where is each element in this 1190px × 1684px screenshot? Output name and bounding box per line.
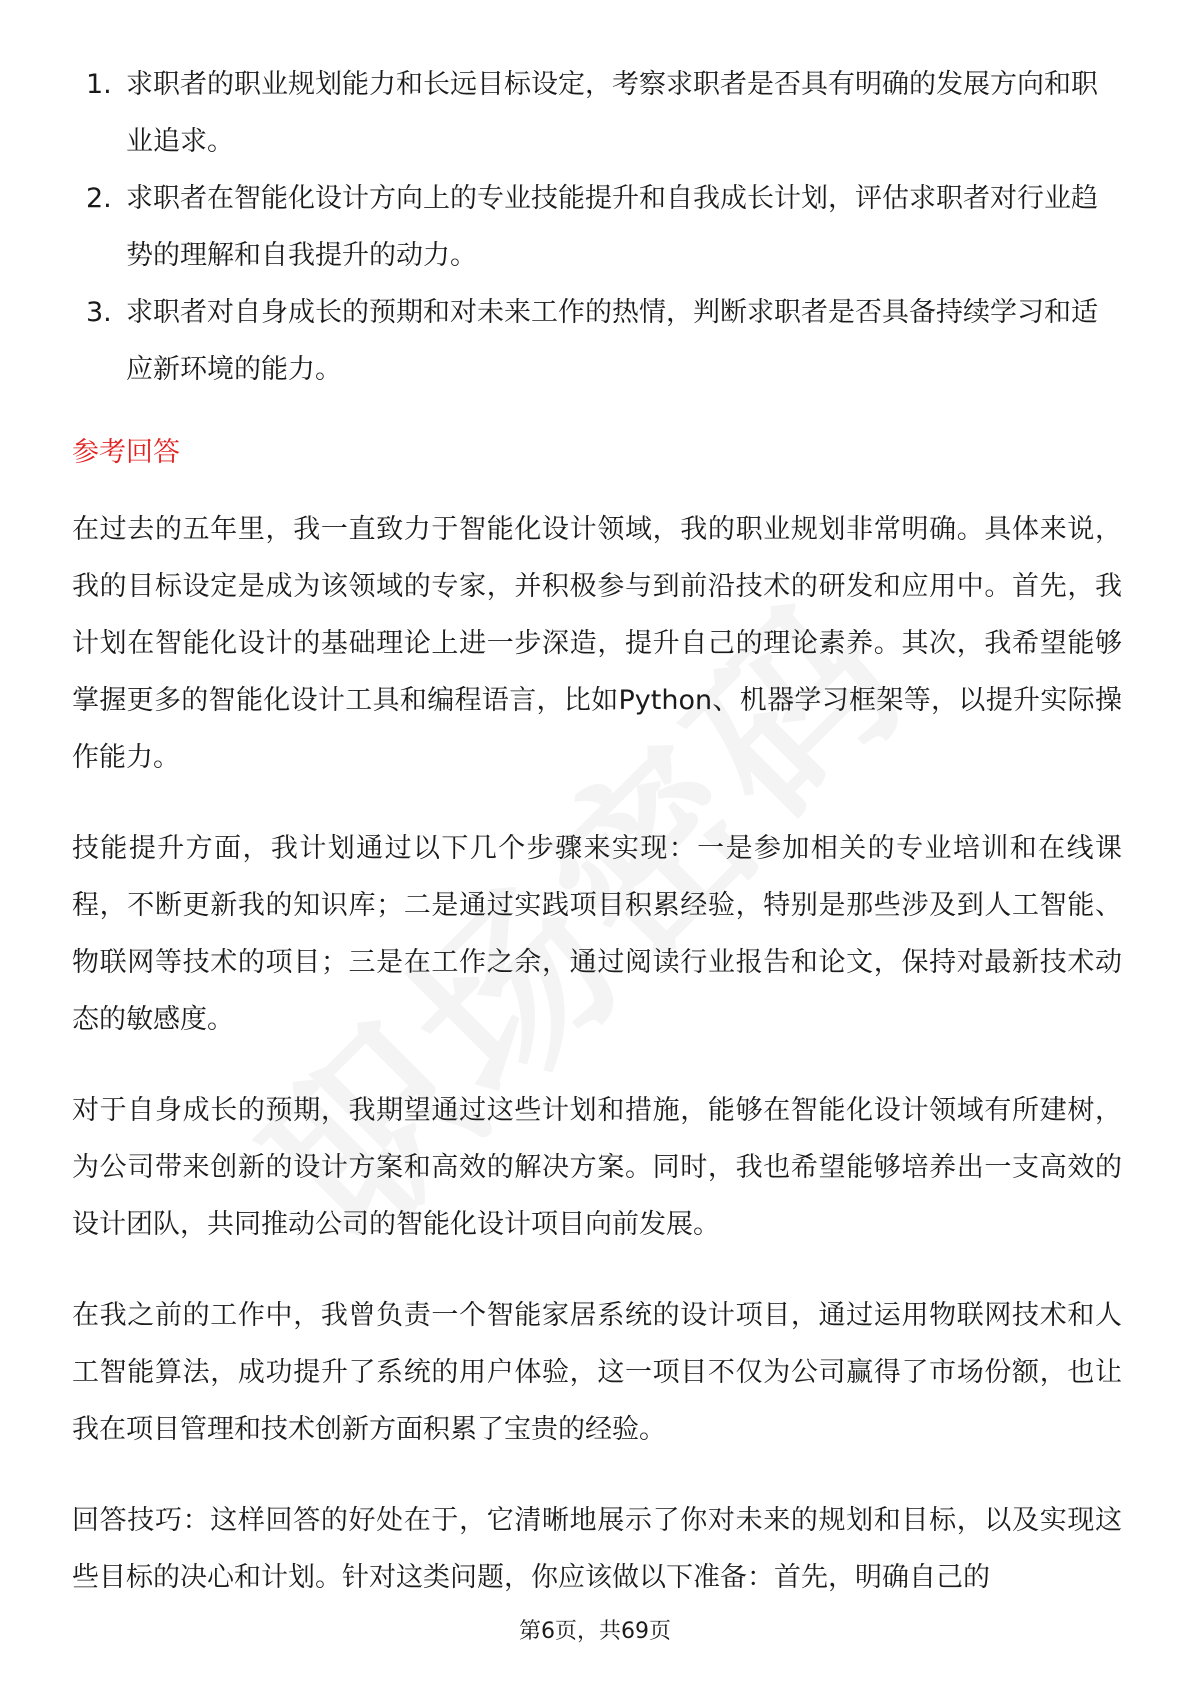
list-item-number: 3.	[86, 297, 112, 328]
list-item-text: 求职者在智能化设计方向上的专业技能提升和自我成长计划，评估求职者对行业趋势的理解和自我提升的动力。	[126, 183, 1098, 271]
paragraph: 回答技巧：这样回答的好处在于，它清晰地展示了你对未来的规划和目标，以及实现这些目标的决心和计划。针对这类问题，你应该做以下准备：首先，明确自己的	[72, 1505, 1122, 1593]
list-item-text: 求职者对自身成长的预期和对未来工作的热情，判断求职者是否具备持续学习和适应新环境的能力。	[126, 297, 1098, 385]
document-body	[72, 56, 1122, 1606]
list-item	[72, 284, 1122, 398]
paragraph: 对于自身成长的预期，我期望通过这些计划和措施，能够在智能化设计领域有所建树，为公司带来创新的设计方案和高效的解决方案。同时，我也希望能够培养出一支高效的设计团队，共同推动公司的智能化设计项目向前发展。	[72, 1095, 1122, 1240]
list-item-number: 1.	[86, 69, 112, 100]
paragraph: 技能提升方面，我计划通过以下几个步骤来实现：一是参加相关的专业培训和在线课程，不断更新我的知识库；二是通过实践项目积累经验，特别是那些涉及到人工智能、物联网等技术的项目；三是在工作之余，通过阅读行业报告和论文，保持对最新技术动态的敏感度。	[72, 833, 1122, 1035]
list-item-number: 2.	[86, 183, 112, 214]
page-number: 第6页，共69页	[519, 1619, 671, 1644]
list-item	[72, 170, 1122, 284]
paragraph: 在过去的五年里，我一直致力于智能化设计领域，我的职业规划非常明确。具体来说，我的目标设定是成为该领域的专家，并积极参与到前沿技术的研发和应用中。首先，我计划在智能化设计的基础理论上进一步深造，提升自己的理论素养。其次，我希望能够掌握更多的智能化设计工具和编程语言，比如Python、机器学习框架等，以提升实际操作能力。	[72, 514, 1122, 773]
list-item	[72, 56, 1122, 170]
list-item-text: 求职者的职业规划能力和长远目标设定，考察求职者是否具有明确的发展方向和职业追求。	[126, 69, 1098, 157]
paragraph: 在我之前的工作中，我曾负责一个智能家居系统的设计项目，通过运用物联网技术和人工智能算法，成功提升了系统的用户体验，这一项目不仅为公司赢得了市场份额，也让我在项目管理和技术创新方面积累了宝贵的经验。	[72, 1300, 1122, 1445]
section-heading: 参考回答	[72, 437, 180, 468]
numbered-list	[72, 56, 1122, 398]
